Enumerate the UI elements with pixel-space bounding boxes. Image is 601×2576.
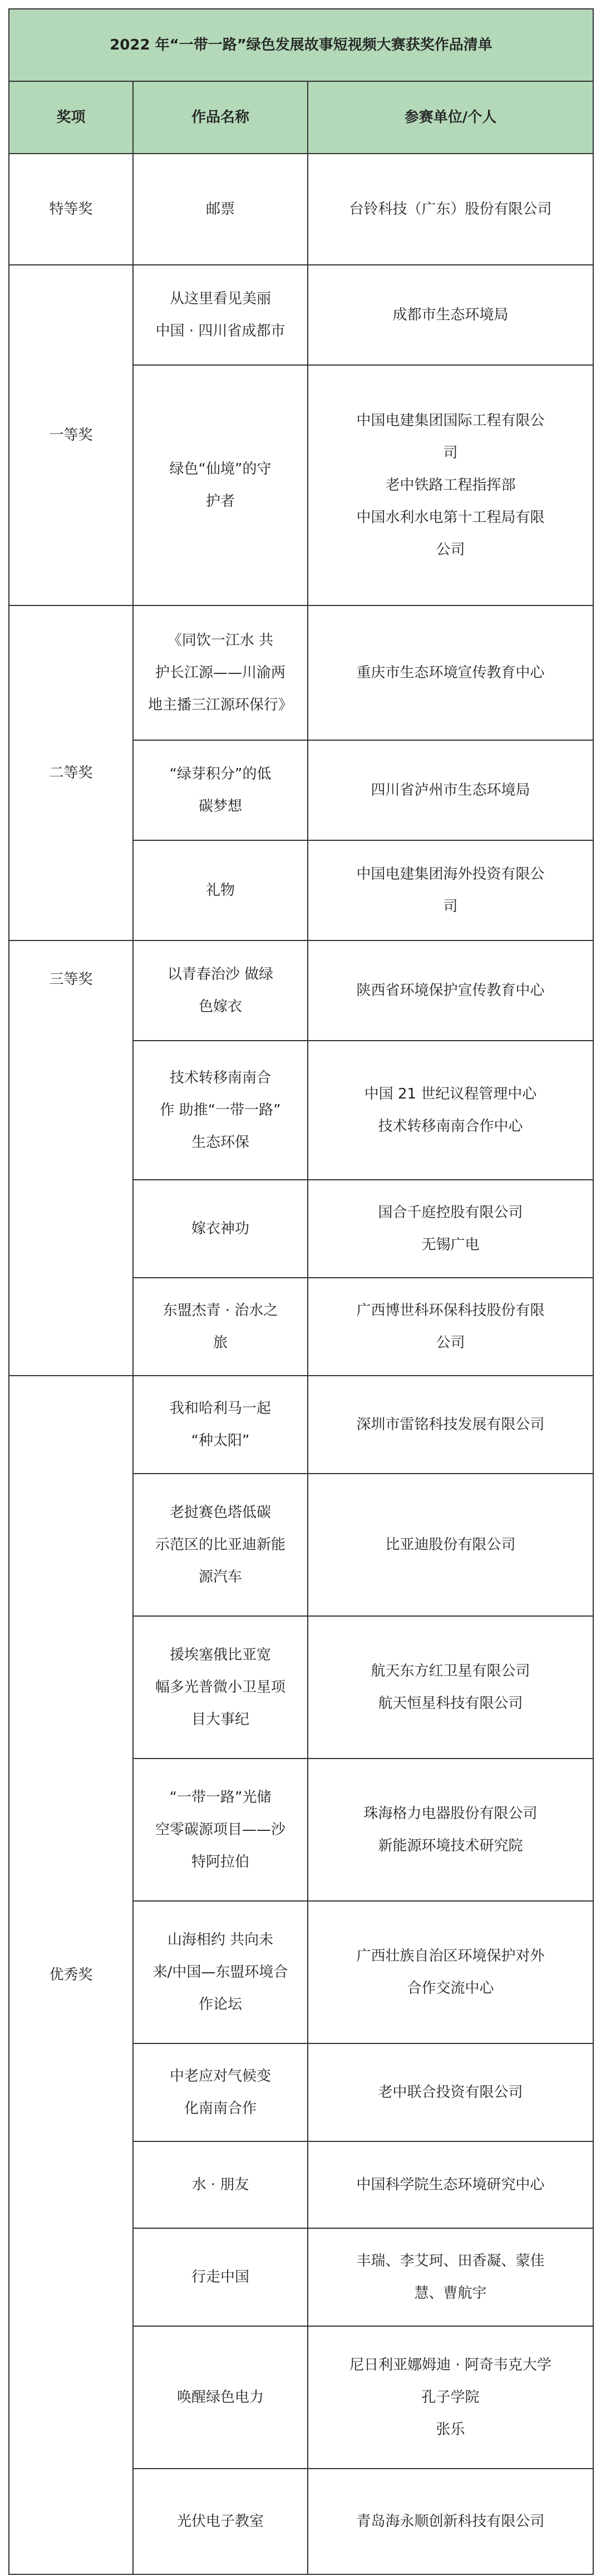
participant-cell	[308, 2326, 593, 2469]
participant-cell	[308, 265, 593, 365]
table-row	[9, 265, 593, 365]
table-row	[9, 605, 593, 740]
work-cell	[133, 2141, 308, 2228]
work-cell	[133, 1474, 308, 1616]
award-label: 二等奖	[49, 765, 93, 781]
participant-name: 台铃科技（广东）股份有限公司	[349, 201, 552, 218]
work-title: 行走中国	[191, 2269, 249, 2286]
participant-cell	[308, 2469, 593, 2574]
table-header-row	[9, 81, 593, 154]
award-label: 三等奖	[49, 971, 93, 988]
award-cell	[9, 605, 133, 940]
work-title: 唤醒绿色电力	[176, 2389, 264, 2406]
participant-name: 中国 21 世纪议程管理中心 技术转移南南合作中心	[364, 1086, 537, 1135]
work-cell	[133, 1376, 308, 1474]
participant-name: 四川省泸州市生态环境局	[371, 782, 530, 799]
work-title: 《同饮一江水 共 护长江源——川渝两 地主播三江源环保行》	[147, 632, 293, 713]
participant-name: 中国电建集团海外投资有限公 司	[356, 866, 545, 915]
participant-cell	[308, 740, 593, 840]
participant-cell	[308, 1474, 593, 1616]
work-title: 中老应对气候变 化南南合作	[169, 2068, 271, 2117]
participant-cell	[308, 1041, 593, 1180]
participant-cell	[308, 1180, 593, 1278]
participant-name: 国合千庭控股有限公司 无锡广电	[378, 1204, 523, 1253]
work-title: 援埃塞俄比亚宽 幅多光普微小卫星项 目大事纪	[155, 1647, 285, 1728]
work-cell	[133, 365, 308, 605]
participant-name: 比亚迪股份有限公司	[385, 1536, 516, 1553]
table-row	[9, 940, 593, 1041]
participant-name: 青岛海永顺创新科技有限公司	[356, 2513, 545, 2530]
work-cell	[133, 740, 308, 840]
participant-cell	[308, 2141, 593, 2228]
work-title: 光伏电子教室	[176, 2513, 264, 2530]
work-title: 邮票	[205, 201, 235, 218]
work-title: 礼物	[205, 882, 235, 899]
participant-cell	[308, 1278, 593, 1376]
participant-name: 陕西省环境保护宣传教育中心	[356, 982, 545, 999]
work-title: 从这里看见美丽 中国 · 四川省成都市	[155, 290, 285, 339]
header-award: 奖项	[9, 81, 133, 154]
header-participant: 参赛单位/个人	[308, 81, 593, 154]
participant-cell	[308, 1901, 593, 2043]
work-cell	[133, 1041, 308, 1180]
work-cell	[133, 1759, 308, 1901]
table-title: 2022 年“一带一路”绿色发展故事短视频大赛获奖作品清单	[9, 9, 593, 81]
work-title: 嫁衣神功	[191, 1220, 249, 1237]
table-row	[9, 154, 593, 265]
award-cell	[9, 940, 133, 1376]
work-cell	[133, 2326, 308, 2469]
participant-name: 中国电建集团国际工程有限公 司 老中铁路工程指挥部 中国水利水电第十工程局有限 公司	[356, 412, 545, 558]
work-cell	[133, 2228, 308, 2326]
participant-name: 老中联合投资有限公司	[378, 2084, 523, 2101]
work-cell	[133, 2469, 308, 2574]
work-cell	[133, 1616, 308, 1759]
participant-name: 丰瑞、李艾珂、田香凝、蒙佳 慧、曹航宇	[356, 2253, 545, 2302]
participant-name: 成都市生态环境局	[392, 307, 509, 323]
participant-name: 广西博世科环保科技股份有限 公司	[356, 1302, 545, 1351]
table-row	[9, 1376, 593, 1474]
work-title: “绿芽积分”的低 碳梦想	[169, 766, 272, 815]
award-list-sheet	[8, 8, 593, 2575]
table-title-row	[9, 9, 593, 81]
work-title: 以青春治沙 做绿 色嫁衣	[167, 966, 274, 1015]
participant-name: 广西壮族自治区环境保护对外 合作交流中心	[356, 1948, 545, 1997]
work-cell	[133, 1278, 308, 1376]
award-label: 一等奖	[49, 427, 93, 444]
work-cell	[133, 154, 308, 265]
participant-cell	[308, 1759, 593, 1901]
work-cell	[133, 265, 308, 365]
work-title: 我和哈利马一起 “种太阳”	[169, 1400, 271, 1449]
work-title: 绿色“仙境”的守 护者	[169, 461, 272, 510]
work-cell	[133, 940, 308, 1041]
work-title: “一带一路”光储 空零碳源项目——沙 特阿拉伯	[155, 1789, 285, 1870]
participant-name: 深圳市雷铭科技发展有限公司	[356, 1416, 545, 1433]
participant-name: 尼日利亚娜姆迪 · 阿奇韦克大学 孔子学院 张乐	[349, 2357, 551, 2438]
work-title: 东盟杰青 · 治水之 旅	[162, 1302, 278, 1351]
award-label: 优秀奖	[49, 1967, 93, 1983]
work-title: 山海相约 共向未 来/中国—东盟环境合 作论坛	[152, 1932, 288, 2013]
award-table	[8, 8, 594, 2575]
work-title: 老挝赛色塔低碳 示范区的比亚迪新能 源汽车	[155, 1504, 285, 1585]
work-cell	[133, 840, 308, 940]
participant-name: 中国科学院生态环境研究中心	[356, 2176, 545, 2193]
participant-cell	[308, 940, 593, 1041]
participant-cell	[308, 2228, 593, 2326]
participant-cell	[308, 1616, 593, 1759]
participant-cell	[308, 1376, 593, 1474]
participant-name: 珠海格力电器股份有限公司 新能源环境技术研究院	[363, 1805, 538, 1854]
award-cell	[9, 154, 133, 265]
participant-cell	[308, 605, 593, 740]
award-cell	[9, 265, 133, 605]
work-cell	[133, 605, 308, 740]
participant-name: 航天东方红卫星有限公司 航天恒星科技有限公司	[371, 1663, 530, 1712]
participant-cell	[308, 365, 593, 605]
work-cell	[133, 1901, 308, 2043]
participant-cell	[308, 840, 593, 940]
award-label: 特等奖	[49, 201, 93, 218]
work-title: 技术转移南南合 作 助推“一带一路” 生态环保	[160, 1070, 281, 1151]
award-cell	[9, 1376, 133, 2574]
header-work: 作品名称	[133, 81, 308, 154]
participant-cell	[308, 154, 593, 265]
work-cell	[133, 1180, 308, 1278]
participant-name: 重庆市生态环境宣传教育中心	[356, 664, 545, 681]
work-cell	[133, 2043, 308, 2141]
participant-cell	[308, 2043, 593, 2141]
work-title: 水 · 朋友	[191, 2176, 249, 2193]
